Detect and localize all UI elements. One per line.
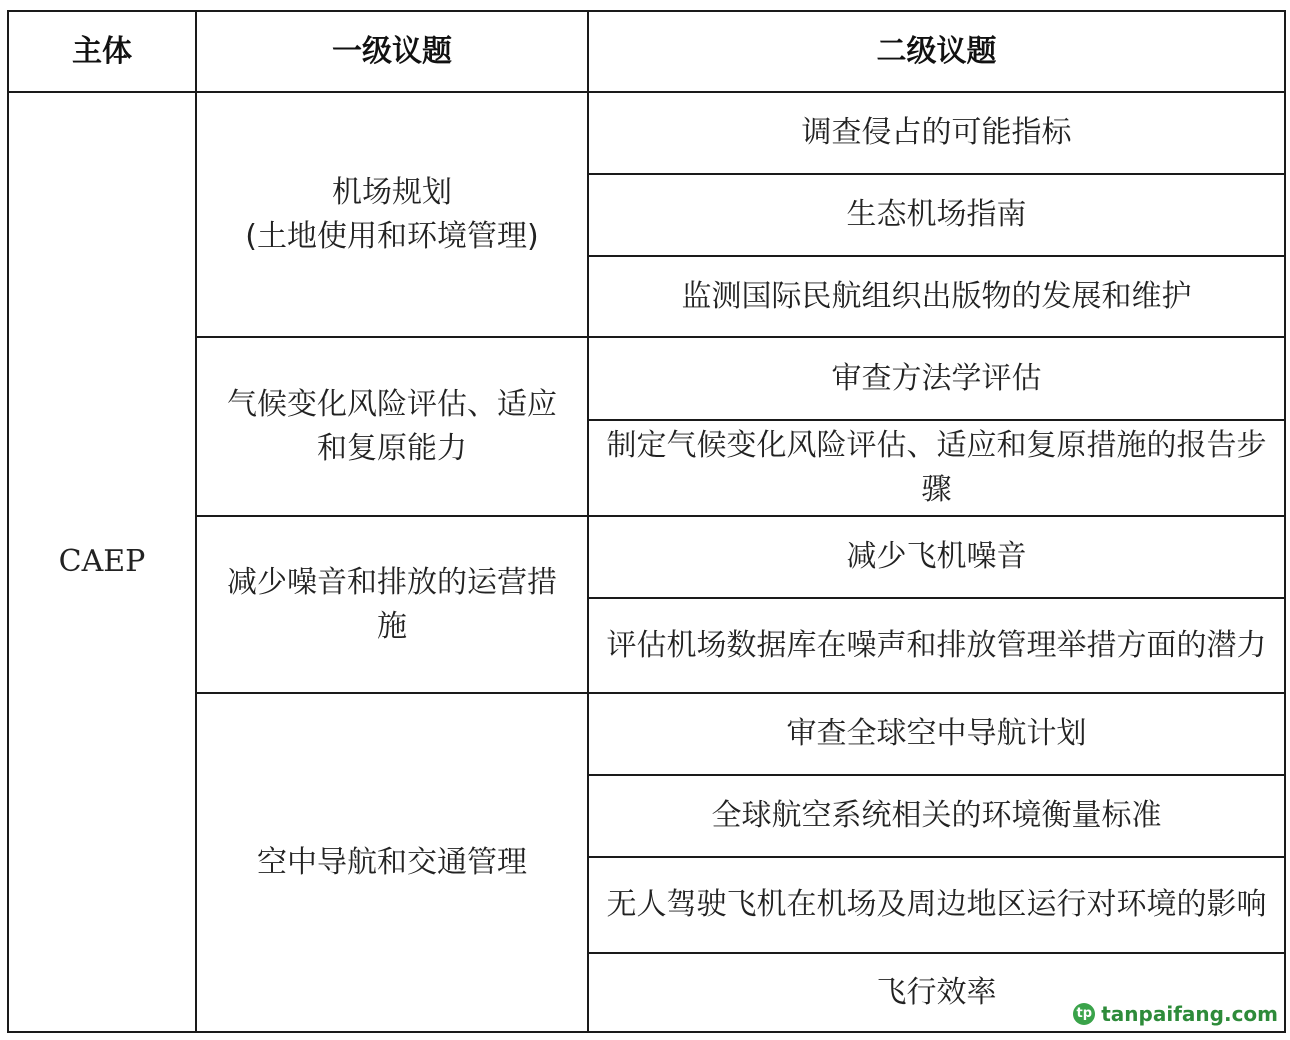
table-row [8, 337, 1285, 420]
level1-cell [196, 693, 588, 1032]
level2-cell: 飞行效率 [588, 953, 1285, 1032]
level1-line: 施 [377, 608, 407, 644]
level1-line: 和复原能力 [317, 430, 467, 466]
level1-line: 机场规划 [332, 174, 452, 210]
table-row [8, 693, 1285, 775]
level2-cell: 审查方法学评估 [588, 337, 1285, 420]
level2-cell: 评估机场数据库在噪声和排放管理举措方面的潜力 [588, 598, 1285, 693]
level1-line: 减少噪音和排放的运营措 [227, 564, 557, 600]
level2-cell: 全球航空系统相关的环境衡量标准 [588, 775, 1285, 857]
level2-cell: 制定气候变化风险评估、适应和复原措施的报告步骤 [588, 420, 1285, 516]
level1-cell [196, 516, 588, 693]
watermark [1073, 1002, 1278, 1026]
level1-line: (土地使用和环境管理) [245, 218, 539, 254]
level2-cell: 监测国际民航组织出版物的发展和维护 [588, 256, 1285, 337]
header-subject: 主体 [8, 11, 196, 92]
tanpaifang-logo-icon: tp [1073, 1003, 1095, 1025]
watermark-text: tanpaifang.com [1101, 1002, 1278, 1026]
issues-table [7, 10, 1286, 1033]
header-level2: 二级议题 [588, 11, 1285, 92]
table-row [8, 92, 1285, 174]
header-level1: 一级议题 [196, 11, 588, 92]
header-row [8, 11, 1285, 92]
level1-line: 空中导航和交通管理 [257, 844, 527, 880]
subject-label: CAEP [58, 544, 146, 579]
level2-cell: 无人驾驶飞机在机场及周边地区运行对环境的影响 [588, 857, 1285, 953]
level1-cell [196, 337, 588, 516]
table-row [8, 516, 1285, 598]
level2-cell: 生态机场指南 [588, 174, 1285, 256]
level2-cell: 减少飞机噪音 [588, 516, 1285, 598]
level1-cell [196, 92, 588, 337]
subject-cell [8, 92, 196, 1032]
level2-cell: 审查全球空中导航计划 [588, 693, 1285, 775]
level2-cell: 调查侵占的可能指标 [588, 92, 1285, 174]
level1-line: 气候变化风险评估、适应 [227, 386, 557, 422]
